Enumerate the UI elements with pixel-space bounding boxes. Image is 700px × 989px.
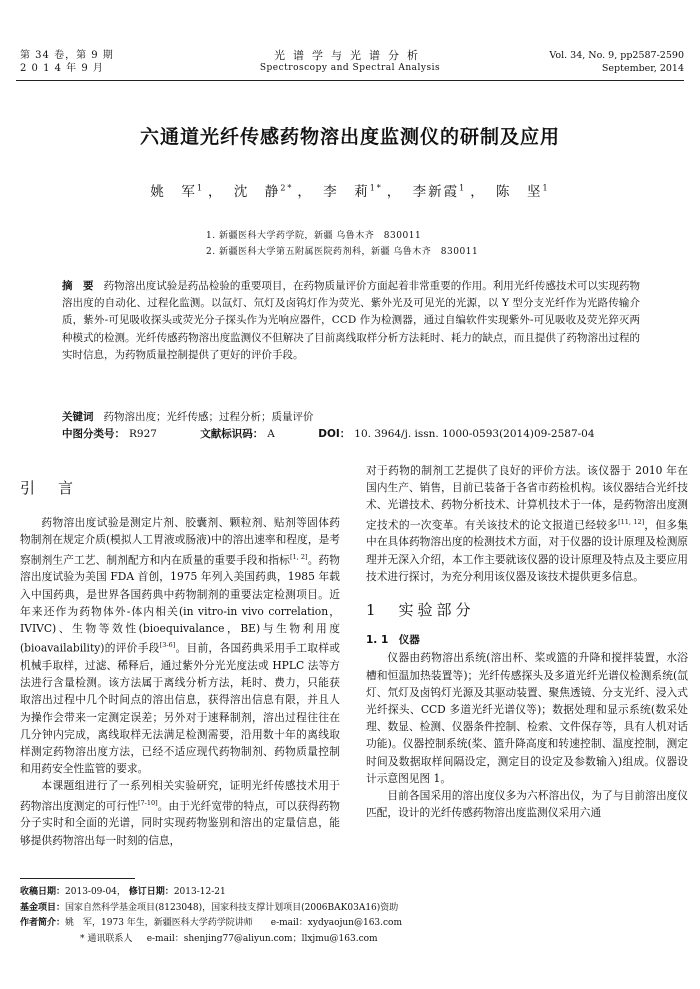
abstract-label: 摘 要 [62, 280, 94, 292]
doi-label: DOI： [318, 428, 351, 440]
citation[interactable]: [3-6] [159, 641, 176, 650]
left-column [20, 480, 340, 849]
author-bio-note: 作者简介：姚 军，1973 年生，新疆医科大学药学院讲师 e-mail：xydyaojun@163.com [20, 918, 403, 928]
intro-paragraph: 本课题组进行了一系列相关实验研究，证明光纤传感技术用于药物溶出度测定的可行性[7-10]。由于光纤宽带的特点，可以获得药物分子实时和全面的光谱，同时实现药物鉴别和溶出的定量信息，能够提供药物溶出每一时刻的信息， [20, 779, 340, 847]
author: 姚 军$^1$ [150, 183, 205, 200]
journal-citation-info [549, 49, 684, 75]
section-heading-experiment: 1 实验部分 [366, 600, 475, 619]
citation[interactable]: [1, 2] [289, 552, 308, 561]
footnotes [20, 885, 402, 947]
abstract-text: 药物溶出度试验是药品检验的重要项目，在药物质量评价方面起着非常重要的作用。利用光纤传感技术可以实现药物溶出度的自动化、过程化监测。以氙灯、氘灯及卤钨灯作为荧光、紫外光及可见光的光源，以 Y 型分支光纤作为光路传输介质，紫外-可见吸收探头或荧光分子探头作为光响应器件，CCD 作为检测器，通过自编软件实现紫外-可见吸收及荧光猝灭两种模式的检测。光纤传感药物溶出度监测仪不但解决了目前离线取样分析方法耗时、耗力的缺点，而且提供了药物溶出过程的实时信息，为药物质量控制提供了更好的评价手段。 [62, 280, 641, 361]
contact-note: * 通讯联系人 e-mail：shenjing77@aliyun.com；llxjmu@163.com [80, 933, 378, 944]
keywords-text: 药物溶出度；光纤传感；过程分析；质量评价 [103, 411, 314, 423]
intro-paragraph: 药物溶出度试验是测定片剂、胶囊剂、颗粒剂、贴剂等固体药物制剂在规定介质(模拟人工胃液或肠液)中的溶出速率和程度，是考察制剂生产工艺、制剂配方和内在质量的重要手段和指标[1, 2]。药物溶出度试验为美国 FDA 首创，1975 年列入美国药典，1985 年载入中国药典，是世界各国药典中药物制剂的重要法定检测项目。近年来还作为药物体外-体内相关(in vitro-in vivo correlation，IVIVC)、生物等效性(bioequivalance，BE)与生物利用度(bioavailability)的评价手段[3-6]。目前，各国药典采用手工取样或机械手取样，过滤、稀释后，通过紫外分光光度法或 HPLC 法等方法进行含量检测。该方法属于离线分析方法，耗时、费力，只能获取溶出过程中几个时间点的溶出信息，获得溶出信息有限，并且人为操作会带来一定测定误差；另外对于速释制剂，溶出过程往往在几分钟内完成，离线取样无法满足检测需要，沿用数十年的离线取样测定药物溶出度方法，已经不适应现代药物制剂、药物质量控制和用药安全性监管的要求。 [20, 516, 340, 776]
paper-title: 六通道光纤传感药物溶出度监测仪的研制及应用 [139, 126, 560, 148]
classification-line [62, 426, 599, 441]
clc-label: 中图分类号： [62, 428, 125, 440]
experiment-paragraph: 目前各国采用的溶出度仪多为六杯溶出仪，为了与目前溶出度仪匹配，设计的光纤传感药物溶出度监测仪采用六通 [366, 789, 688, 820]
header-divider [16, 80, 684, 81]
footnote-divider [20, 878, 135, 879]
author: 李 莉$^{1*}$ [323, 183, 383, 200]
author-list: 姚 军$^1$ ， 沈 静$^{2*}$ ， 李 莉$^{1*}$ ， 李新霞$^1$ ， 陈 坚$^1$ [150, 183, 550, 200]
doi-value[interactable]: 10. 3964/j. issn. 1000-0593(2014)09-2587-04 [354, 428, 595, 440]
citation[interactable]: [11, 12] [618, 517, 645, 526]
doc-code-value: A [267, 428, 275, 440]
volume-pages: Vol. 34, No. 9, pp2587-2590 [549, 50, 684, 61]
section-heading-intro: 引 言 [20, 479, 78, 497]
intro-paragraph-continued: 对于药物的制剂工艺提供了良好的评价方法。该仪器于 2010 年在国内生产、销售，目前已装备于各省市药检机构。该仪器结合光纤技术、光谱技术、药物分析技术、计算机技术于一体，是药物溶出度测定技术的一次变革。有关该技术的论文报道已经较多[11, 12]，但多集中在具体药物溶出度的检测技术方面，对于仪器的设计原理及检测原理并无深入介绍，本工作主要就该仪器的设计原理及特点及主要应用技术进行探讨，为充分利用该仪器及该技术提供更多信息。 [366, 464, 688, 583]
issue-date-en: September, 2014 [601, 63, 684, 74]
doc-code-label: 文献标识码： [200, 428, 264, 440]
experiment-paragraph: 仪器由药物溶出系统(溶出杯、桨或篮的升降和搅拌装置，水浴槽和恒温加热装置等)；光纤传感探头及多道光纤光谱仪检测系统(氙灯、氘灯及卤钨灯光源及其驱动装置、聚焦透镜、分支光纤、浸入式光纤探头、CCD 多道光纤光谱仪等)；数据处理和显示系统(数采处理、数显、检测、仪器条件控制、检索、文件保存等，具有人机对话功能)。仪器控制系统(桨、篮升降高度和转速控制、温度控制，测定时间及数据取样间隔设定，测定目的设定及参数输入)组成。仪器设计示意图见图 1。 [366, 651, 688, 785]
issue-date-cn: 2 0 1 4 年 9 月 [20, 63, 104, 74]
author: 李新霞$^1$ [412, 183, 467, 200]
dates-note: 收稿日期：2013-09-04， 修订日期：2013-12-21 [20, 887, 226, 897]
abstract [62, 278, 640, 364]
subsection-heading-instrument: 1. 1 仪器 [366, 634, 420, 647]
affiliation: 1. 新疆医科大学药学院，新疆 乌鲁木齐 830011 [206, 231, 422, 241]
keywords [62, 409, 314, 424]
volume-issue: 第 34 卷，第 9 期 [20, 50, 114, 61]
clc-value: R927 [129, 428, 157, 440]
citation[interactable]: [7-10] [137, 798, 158, 807]
affiliation: 2. 新疆医科大学第五附属医院药剂科，新疆 乌鲁木齐 830011 [206, 247, 479, 257]
keywords-label: 关键词 [62, 411, 94, 423]
author: 沈 静$^{2*}$ [233, 183, 294, 200]
right-column [366, 462, 688, 821]
fund-note: 基金项目：国家自然科学基金项目(8123048)，国家科技支撑计划项目(2006BAK03A16)资助 [20, 902, 399, 913]
journal-name-cn: 光谱学与光谱分析 [274, 49, 426, 62]
journal-name-en: Spectroscopy and Spectral Analysis [259, 63, 441, 73]
author: 陈 坚$^1$ [495, 183, 550, 200]
